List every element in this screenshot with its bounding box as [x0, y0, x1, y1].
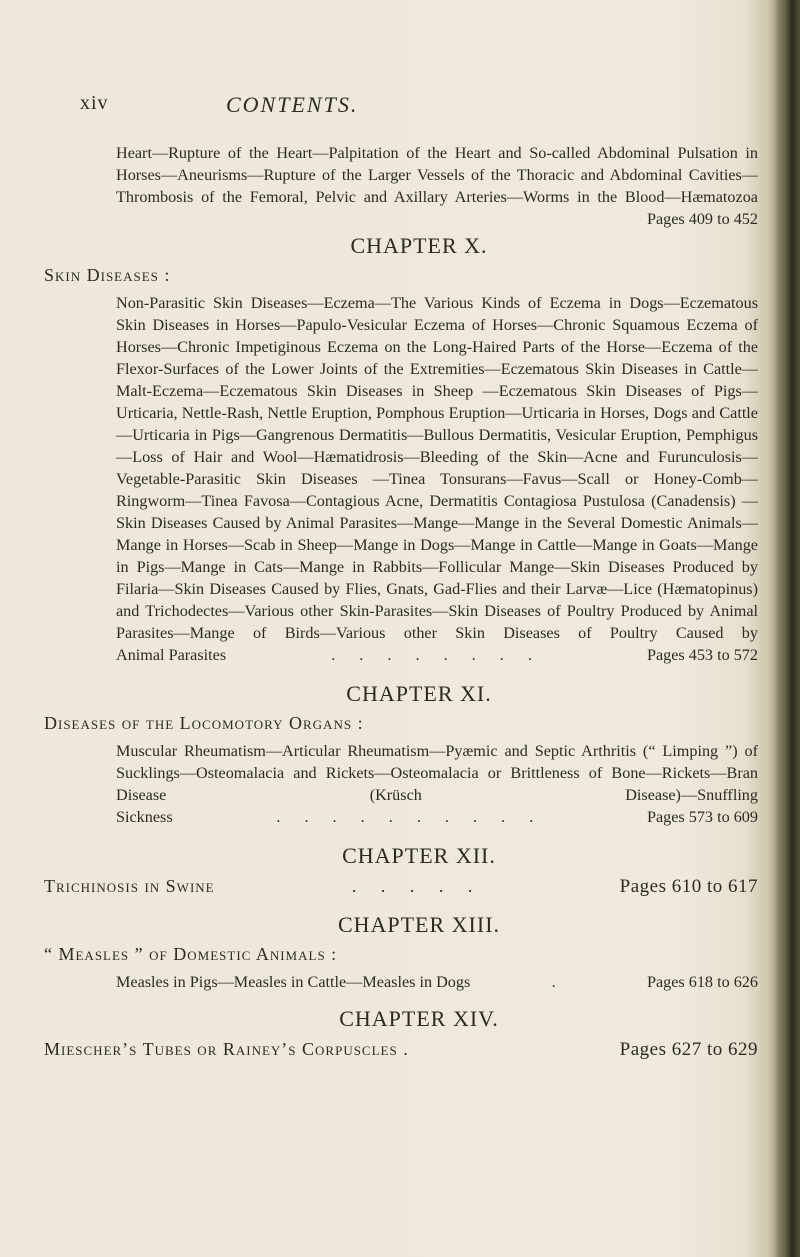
- trichinosis-line: [44, 872, 758, 901]
- running-head: [0, 92, 760, 122]
- chapter-11-trail: [80, 806, 758, 828]
- chapter-11-entry-text: Muscular Rheumatism—Articular Rheumatism—Pyæmic and Septic Arthritis (“ Limping ”) of Sucklings—Osteomalacia and Rickets—Osteomalacia or Brittleness of Bone—Rickets—Bran Disease (Krüsch Disease)—Snuffling: [116, 742, 758, 804]
- page-edge-shadow: [774, 0, 800, 1257]
- chapter-11-pages: Pages 573 to 609: [646, 808, 758, 826]
- chapter-14-pages: Pages 627 to 629: [619, 1039, 758, 1060]
- chapter-10-trail: [80, 644, 758, 666]
- page-number: xiv: [80, 92, 109, 114]
- chapter-10-last-line: Animal Parasites: [116, 646, 227, 664]
- leader-dots: . . . . .: [351, 876, 483, 896]
- chapter-10-pages: Pages 453 to 572: [646, 646, 758, 664]
- leader-dots: .: [551, 973, 566, 991]
- leader-dots: . . . . . . . .: [331, 646, 542, 664]
- section-miescher: Miescher’s Tubes or Rainey’s Corpuscles .: [44, 1039, 409, 1059]
- chapter-13-last-line: Measles in Pigs—Measles in Cattle—Measles in Dogs: [116, 973, 471, 991]
- chapter-heading-14: CHAPTER XIV.: [339, 1006, 499, 1031]
- chapter-13-pages: Pages 618 to 626: [646, 973, 758, 991]
- section-trichinosis: Trichinosis in Swine: [44, 876, 215, 896]
- miescher-line: [44, 1035, 758, 1064]
- chapter-10-entry-text: Non-Parasitic Skin Diseases—Eczema—The Various Kinds of Eczema in Dogs—Eczematous Skin Diseases in Horses—Papulo-Vesicular Eczema of Horses—Chronic Squamous Eczema of Horses—Chronic Impetiginous Eczema on the Long-Haired Parts of the Horse—Eczema of the Flexor-Surfaces of the Lower Joints of the Extremities—Eczematous Skin Diseases in Cattle—Malt-Eczema—Eczematous Skin Diseases in Sheep —Eczematous Skin Diseases of Pigs—Urticaria, Nettle-Rash, Nettle Eruption, Pomphous Eruption—Urticaria in Horses, Dogs and Cattle—Urticaria in Pigs—Gangrenous Dermatitis—Bullous Dermatitis, Vesicular Eruption, Pemphigus—Loss of Hair and Wool—Hæmatidrosis—Bleeding of the Skin—Acne and Furunculosis—Vegetable-Parasitic Skin Diseases —Tinea Tonsurans—Favus—Scall or Honey-Comb—Ringworm—Tinea Favosa—Contagious Acne, Dermatitis Contagiosa Pustulosa (Canadensis) —Skin Diseases Caused by Animal Parasites—Mange—Mange in the Several Domestic Animals—Mange in Horses—Scab in Sheep—Mange in Dogs—Mange in Cattle—Mange in Goats—Mange in Pigs—Mange in Cats—Mange in Rabbits—Follicular Mange—Skin Diseases Produced by Filaria—Skin Diseases Caused by Flies, Gnats, Gad-Flies and their Larvæ—Lice (Hæmatopinus) and Trichodectes—Various other Skin-Parasites—Skin Diseases of Poultry Produced by Animal Parasites—Mange of Birds—Various other Skin Diseases of Poultry Caused by: [116, 294, 758, 642]
- intro-pages: Pages 409 to 452: [646, 210, 758, 228]
- contents-body: [44, 142, 758, 1064]
- chapter-heading-11: CHAPTER XI.: [346, 681, 492, 706]
- chapter-12-pages: Pages 610 to 617: [619, 876, 758, 897]
- chapter-heading-12: CHAPTER XII.: [342, 843, 496, 868]
- section-locomotory: Diseases of the Locomotory Organs :: [44, 713, 364, 733]
- chapter-13-trail: [80, 971, 758, 993]
- page-title: CONTENTS.: [226, 92, 359, 117]
- section-measles: “ Measles ” of Domestic Animals :: [44, 944, 338, 964]
- chapter-heading-13: CHAPTER XIII.: [337, 912, 501, 937]
- chapter-11-last-line: Sickness: [116, 808, 173, 826]
- leader-dots: . . . . . . . . . .: [276, 808, 544, 826]
- intro-entry-text: Heart—Rupture of the Heart—Palpitation of the Heart and So-called Abdominal Pulsation in Horses—Aneurisms—Rupture of the Larger Vessels of the Thoracic and Abdominal Cavities—Thrombosis of the Femoral, Pelvic and Axillary Arteries—Worms in the Blood—Hæmatozoa: [116, 144, 758, 206]
- section-skin-diseases: Skin Diseases :: [44, 265, 171, 285]
- chapter-heading-10: CHAPTER X.: [350, 233, 488, 258]
